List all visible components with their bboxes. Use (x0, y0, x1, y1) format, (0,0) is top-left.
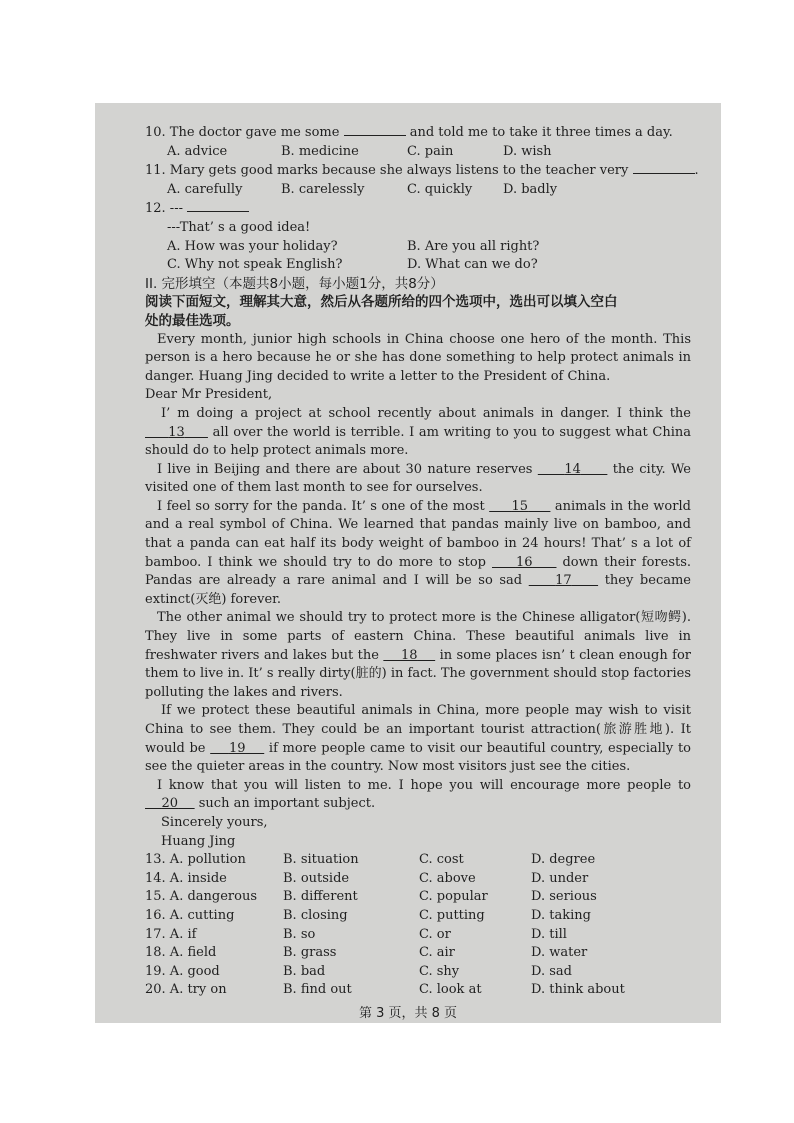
option: D. think about (531, 982, 625, 998)
text: the city. We visited one of them last month to see for ourselves. (145, 461, 691, 496)
option: B. situation (283, 852, 359, 868)
q10-stem-a: 10. The doctor gave me some (145, 125, 340, 140)
option: C. pain (407, 143, 454, 159)
option: 16. A. cutting (145, 907, 235, 923)
passage-paragraph-3 (145, 498, 691, 610)
option: 15. A. dangerous (145, 889, 258, 905)
option: C. quickly (407, 181, 473, 197)
answer-row-14 (145, 870, 691, 889)
passage-paragraph-4 (145, 609, 691, 702)
q12-stem: 12. --- (145, 201, 183, 217)
blank-number: 13 (168, 424, 185, 440)
option: C. Why not speak English? (167, 257, 343, 273)
passage-paragraph-1 (145, 405, 691, 461)
option: B. outside (283, 870, 350, 886)
option: D. wish (503, 143, 552, 159)
option: D. under (531, 870, 589, 886)
exam-page (95, 103, 721, 1023)
q10-options (145, 143, 691, 162)
option: D. badly (503, 181, 558, 197)
section-heading: II. 完形填空（本题共8小题，每小题1分，共8分） (145, 275, 444, 292)
option: C. or (419, 926, 451, 942)
option: C. cost (419, 852, 464, 868)
option: D. sad (531, 963, 572, 979)
text: I know that you will listen to me. I hope you will encourage more people to (157, 777, 691, 793)
passage-paragraph-6 (145, 777, 691, 814)
option: 13. A. pollution (145, 852, 246, 868)
section-instruction-cont: 处的最佳选项。 (145, 312, 240, 329)
blank-number: 14 (564, 461, 581, 477)
blank-number: 16 (515, 554, 533, 570)
blank-number: 20 (161, 796, 179, 812)
answer-row-19 (145, 963, 691, 982)
option: 18. A. field (145, 945, 217, 961)
salutation: Dear Mr President, (145, 387, 273, 403)
question-11 (145, 161, 699, 181)
option: C. shy (419, 963, 460, 979)
option: B. Are you all right? (407, 238, 540, 254)
text: I live in Beijing and there are about 30 nature reserves (157, 461, 533, 477)
blank-18 (383, 648, 435, 663)
option: 17. A. if (145, 926, 197, 942)
blank-number: 19 (228, 740, 246, 756)
option: B. so (283, 926, 316, 942)
option: D. water (531, 945, 588, 961)
blank-14 (538, 462, 608, 477)
blank-number: 18 (400, 647, 418, 663)
option: C. above (419, 870, 476, 886)
q12-reply: ---That’ s a good idea! (167, 219, 311, 235)
option: B. medicine (281, 143, 359, 159)
option: 19. A. good (145, 963, 220, 979)
answer-blank (633, 161, 695, 174)
q11-stem: 11. Mary gets good marks because she always listens to the teacher very (145, 163, 629, 179)
answer-row-18 (145, 944, 691, 963)
answer-options (145, 851, 691, 1000)
option: C. air (419, 945, 455, 961)
option: B. carelessly (281, 181, 365, 197)
option: B. closing (283, 907, 348, 923)
answer-row-16 (145, 907, 691, 926)
option: B. find out (283, 982, 352, 998)
text: animals in the world and a real symbol of China. We learned that pandas mainly live on bamboo, and that a panda can eat half its body weight of bamboo in 24 hours! That’ s a lot of bamboo. I think we should try to do more to stop (145, 498, 691, 570)
passage-paragraph-2 (145, 461, 691, 498)
option: C. popular (419, 889, 488, 905)
text: If we protect these beautiful animals in China, more people may wish to visit China to see them. They could be an important tourist attraction(旅游胜地). It would be (145, 703, 691, 756)
text: down their forests. Pandas are already a rare animal and I will be so sad (145, 554, 692, 589)
text: I’ m doing a project at school recently about animals in danger. I think the (161, 405, 691, 421)
option: A. advice (167, 143, 228, 159)
q10-stem-b: and told me to take it three times a day. (409, 125, 673, 140)
text: The other animal we should try to protect more is the Chinese alligator(短吻鳄). They live in some parts of eastern China. These beautiful animals live in freshwater rivers and lakes but the (145, 610, 691, 663)
option: C. putting (419, 907, 485, 923)
option: B. bad (283, 963, 326, 979)
answer-row-13 (145, 851, 691, 870)
answer-row-17 (145, 926, 691, 945)
option: D. till (531, 926, 567, 942)
option: D. degree (531, 852, 596, 868)
blank-17 (529, 573, 598, 588)
question-12 (145, 199, 691, 219)
option: A. carefully (167, 181, 243, 197)
text: all over the world is terrible. I am writing to you to suggest what China should do to help protect animals more. (145, 424, 691, 459)
text: I feel so sorry for the panda. It’ s one of the most (157, 498, 485, 514)
closing: Sincerely yours, (161, 814, 268, 830)
passage-intro: Every month, junior high schools in China choose one hero of the month. This person is a hero because he or she has done something to help protect animals in danger. Huang Jing decided to write a letter to the President of China. (145, 331, 691, 384)
signature: Huang Jing (161, 833, 236, 849)
option: A. How was your holiday? (167, 238, 338, 254)
text: such an important subject. (198, 796, 376, 812)
option: B. different (283, 889, 358, 905)
passage-paragraph-5 (145, 702, 691, 776)
text: if more people came to visit our beautiful country, especially to see the quieter areas in the country. Now most visitors just see the cities. (145, 740, 692, 775)
answer-blank (344, 123, 406, 136)
section-instruction: 阅读下面短文，理解其大意，然后从各题所给的四个选项中，选出可以填入空白 (145, 294, 618, 311)
option: D. taking (531, 907, 591, 923)
q12-options-row1 (145, 238, 691, 257)
text: in some places isn’ t clean enough for them to live in. It’ s really dirty(脏的) in fact. The government should stop factories polluting the lakes and rivers. (145, 647, 692, 700)
answer-row-20 (145, 981, 691, 1000)
option: 20. A. try on (145, 982, 227, 998)
q12-options-row2 (145, 256, 691, 275)
text: they became extinct(灭绝) forever. (145, 573, 691, 607)
option: 14. A. inside (145, 870, 227, 886)
option: B. grass (283, 945, 337, 961)
blank-19 (210, 741, 264, 756)
answer-blank (187, 199, 249, 212)
q11-options (145, 181, 691, 200)
blank-20 (145, 796, 195, 811)
blank-15 (489, 499, 550, 514)
blank-13 (145, 425, 208, 440)
option: D. serious (531, 889, 597, 905)
blank-number: 15 (511, 498, 529, 514)
q11-period: . (694, 163, 699, 179)
option: C. look at (419, 982, 482, 998)
page-number: 第 3 页，共 8 页 (358, 1006, 458, 1021)
question-10 (145, 123, 691, 143)
option: D. What can we do? (407, 257, 538, 273)
blank-number: 17 (555, 573, 572, 589)
blank-16 (492, 555, 556, 570)
answer-row-15 (145, 888, 691, 907)
